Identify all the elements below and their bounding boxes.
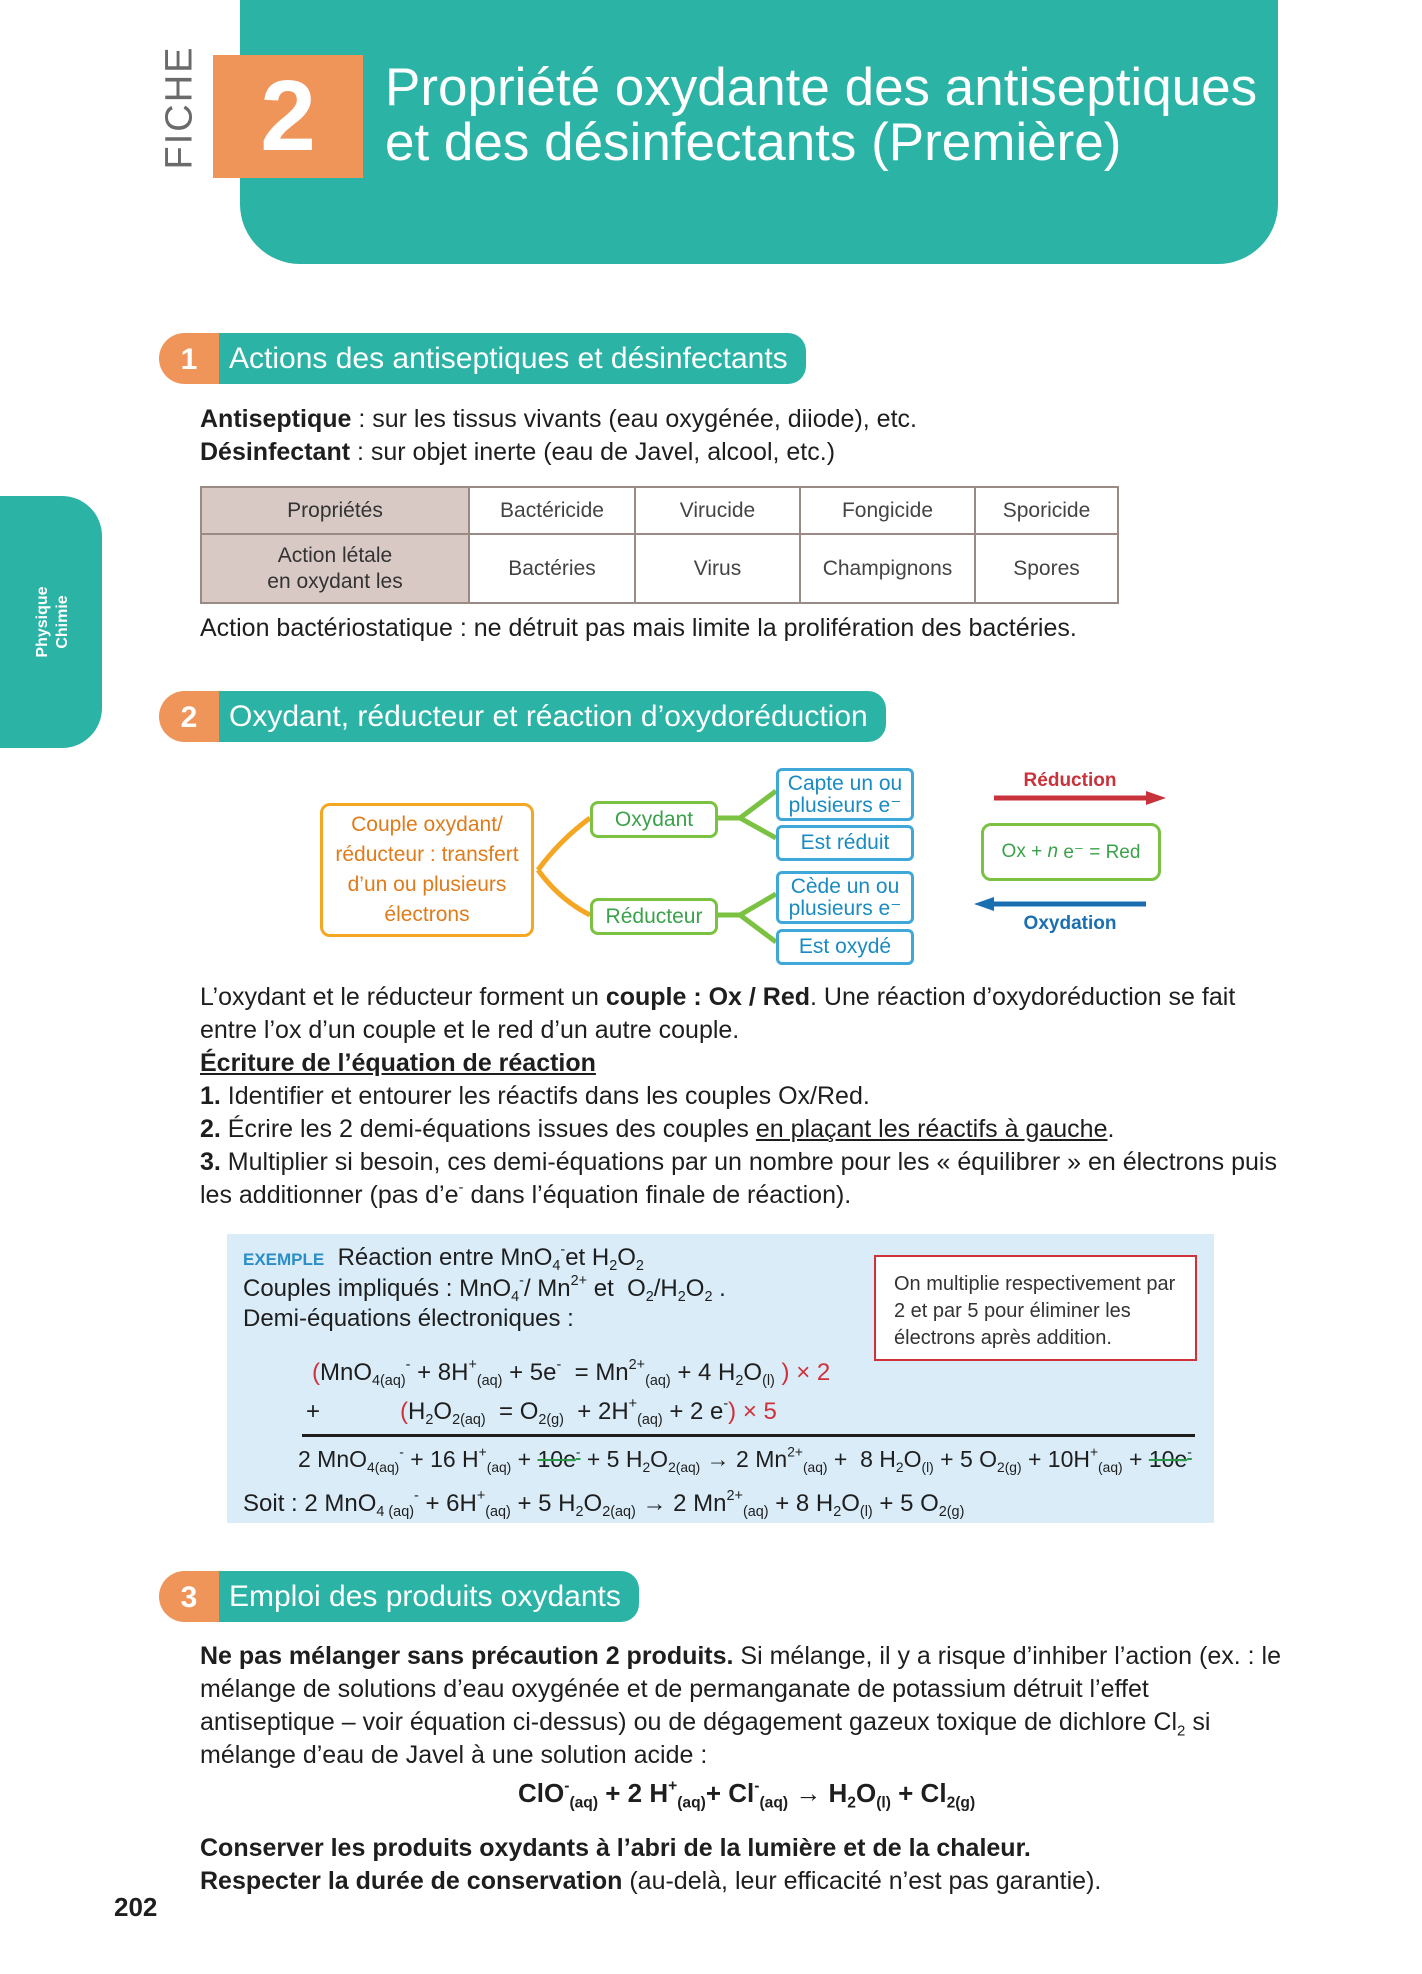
- reducteur-box: Réducteur: [590, 898, 718, 935]
- final-equation-prefix: Soit : 2 MnO: [243, 1490, 377, 1517]
- section3-paragraph: Ne pas mélanger sans précaution 2 produits. Si mélange, il y a risque d’inhiber l’action (ex. : le mélange de solutions d’eau oxygénée et de permanganate de potassium détruit l’effet antiseptique – voir équation ci-dessus) ou de dégagement gazeux toxique de dichlore $Cl_2$ si mélange d’eau de Javel à une solution acide :: [200, 1642, 1281, 1769]
- table-cell: Champignons: [800, 534, 975, 603]
- table-cell: Virucide: [635, 487, 800, 534]
- table-cell: Sporicide: [975, 487, 1118, 534]
- ecriture-title: Écriture de l’équation de réaction: [200, 1049, 596, 1077]
- side-tab-line2: Chimie: [54, 595, 71, 649]
- example-label: EXEMPLE: [243, 1250, 325, 1269]
- section3-conservation: [200, 1832, 1288, 1898]
- javel-equation: ClO-$_{(aq)}$ + 2 $H^+_{(aq)}+ Cl^-_{(aq)} \to H_2O_{(l)} + Cl_{2(g)}$: [518, 1777, 976, 1812]
- half-equation-1: ($MnO_{4(aq)}^- + 8H^+_{(aq)} + 5e^- = Mn^{2+}_{(aq)} + 4$ $H_2O_{(l)}$ ) × 2: [312, 1357, 831, 1390]
- antiseptique-text: : sur les tissus vivants (eau oxygénée, diiode), etc.: [351, 405, 917, 433]
- redox-equation-box: [981, 823, 1161, 881]
- example-line3: Demi-équations électroniques :: [243, 1305, 574, 1332]
- conserver-text: Conserver les produits oxydants à l’abri de la lumière et de la chaleur.: [200, 1834, 1031, 1862]
- est-oxyde-box: Est oxydé: [776, 929, 914, 965]
- respecter-line: [200, 1865, 1288, 1898]
- equation-ox: Ox +: [1001, 841, 1048, 862]
- reduction-label: Réduction: [1023, 770, 1117, 791]
- step1: [200, 1080, 1288, 1113]
- side-tab-line1: Physique: [34, 586, 51, 658]
- couple-paragraph: [200, 981, 1288, 1047]
- table-cell: Bactéries: [469, 534, 635, 603]
- final-equation: Soit : 2 $MnO_{4 (aq)}^- + 6H^+_{(aq)} + 5$ $H_2O_{2(aq)} \to 2$ $Mn^{2+}_{(aq)} + 8$ $H_2O_{(l)} + 5$ $O_{2(g)}$: [243, 1488, 965, 1521]
- half-equation-2: + ($H_2O_{2(aq)} = O_{2(g)} + 2H^+_{(aq)} + 2$ e-) × 5: [306, 1396, 777, 1429]
- antiseptique-term: Antiseptique: [200, 405, 352, 433]
- section2-number: 2: [159, 691, 219, 742]
- respecter-bold: Respecter la durée de conservation: [200, 1867, 623, 1895]
- example-line2: Couples impliqués : MnO$_4$-/ $Mn^{2+}$ et $O_2/H_2O_2$ .: [243, 1273, 726, 1306]
- example-note: On multiplie respectivement par 2 et par 5 pour éliminer les électrons après addition.: [874, 1255, 1197, 1361]
- example-line1-text: Réaction entre MnO: [337, 1244, 553, 1271]
- oxydation-arrow-head: [974, 897, 994, 911]
- page-number: 202: [114, 1892, 158, 1922]
- step3-text: Multiplier si besoin, ces demi-équations par un nombre pour les « équilibrer » en électrons puis les additionner (pas d’e: [200, 1148, 1277, 1209]
- desinfectant-term: Désinfectant: [200, 438, 351, 466]
- reduction-arrow-head: [1146, 791, 1166, 805]
- step3-number: 3.: [200, 1148, 221, 1176]
- equation-n: n: [1047, 841, 1059, 862]
- fiche-number: 2: [213, 55, 363, 178]
- step2-end: .: [1107, 1115, 1115, 1143]
- respecter-text: (au-delà, leur efficacité n’est pas garantie).: [622, 1867, 1102, 1895]
- step2-text: Écrire les 2 demi-équations issues des couples: [220, 1115, 756, 1143]
- couple-box: Couple oxydant/ réducteur : transfert d’un ou plusieurs électrons: [320, 803, 534, 937]
- example-line1: EXEMPLE Réaction entre MnO$_4$-et $H_2O_2$: [243, 1242, 644, 1275]
- table-cell: Spores: [975, 534, 1118, 603]
- section2-title: Oxydant, réducteur et réaction d’oxydoréduction: [219, 691, 886, 742]
- example-line2-text: Couples impliqués : MnO: [243, 1275, 512, 1302]
- table-cell: Virus: [635, 534, 800, 603]
- step2-number: 2.: [200, 1115, 221, 1143]
- step2-underlined: en plaçant les réactifs à gauche: [755, 1115, 1108, 1143]
- section3-text-end: si mélange d’eau de Javel à une solution acide :: [200, 1708, 1211, 1769]
- equation-rest: e⁻ = Red: [1058, 841, 1141, 863]
- step3: 3. Multiplier si besoin, ces demi-équations par un nombre pour les « équilibrer » en électrons puis les additionner (pas d’e- dans l’équation finale de réaction).: [200, 1148, 1277, 1209]
- table-cell: Fongicide: [800, 487, 975, 534]
- cede-box: Cède un ou plusieurs e⁻: [776, 871, 914, 924]
- section3-title: Emploi des produits oxydants: [219, 1571, 639, 1622]
- section2-text: [200, 981, 1288, 1212]
- step1-text: Identifier et entourer les réactifs dans les couples Ox/Red.: [220, 1082, 870, 1110]
- table-header-cell: Propriétés: [201, 487, 469, 534]
- oxydation-label: Oxydation: [1023, 913, 1117, 934]
- est-reduit-box: Est réduit: [776, 825, 914, 861]
- step2: [200, 1113, 1288, 1146]
- section1-number: 1: [159, 333, 219, 384]
- sum-line: [302, 1434, 1195, 1437]
- oxydant-box: Oxydant: [590, 801, 718, 838]
- page-title: Propriété oxydante des antiseptiques et des désinfectants (Première): [385, 58, 1258, 172]
- para1-a: L’oxydant et le réducteur forment un: [200, 983, 606, 1011]
- section3-number: 3: [159, 1571, 219, 1622]
- table-cell: Bactéricide: [469, 487, 635, 534]
- para1-c: . Une réaction d’oxydoréduction se fait entre l’ox d’un couple et le red d’un autre couple.: [200, 983, 1236, 1044]
- bacteriostatique-text: Action bactériostatique : ne détruit pas mais limite la prolifération des bactéries.: [200, 614, 1077, 642]
- step3-end: dans l’équation finale de réaction).: [463, 1181, 852, 1209]
- desinfectant-text: : sur objet inerte (eau de Javel, alcool, etc.): [350, 438, 836, 466]
- step1-number: 1.: [200, 1082, 221, 1110]
- table-header-line: Action létale: [277, 543, 393, 567]
- capte-box: Capte un ou plusieurs e⁻: [776, 768, 914, 821]
- fiche-label-text: FICHE: [158, 45, 201, 170]
- section3-bold: Ne pas mélanger sans précaution 2 produits.: [200, 1642, 734, 1670]
- table-header-line: en oxydant les: [267, 569, 403, 593]
- section3-text: Si mélange, il y a risque d’inhiber l’action (ex. : le mélange de solutions d’eau oxygénée et de permanganate de potassium détruit l’effet antiseptique – voir équation ci-dessus) ou de dégagement gazeux toxique de dichlore Cl: [200, 1642, 1281, 1736]
- section1-title: Actions des antiseptiques et désinfectants: [219, 333, 806, 384]
- sum-equation: 2 MnO$_{4(aq)}$- + 16 $H^+_{(aq)} + 10e^- + 5$ $H_2O_{2(aq)} \to 2$ $Mn^{2+}_{(aq)} + 8$ $H_2O_{(l)} + 5$ $O_{2(g)} + 10H^+_{(aq)} + 10e^-$: [298, 1444, 1192, 1475]
- para1-couple: couple : Ox / Red: [605, 983, 811, 1011]
